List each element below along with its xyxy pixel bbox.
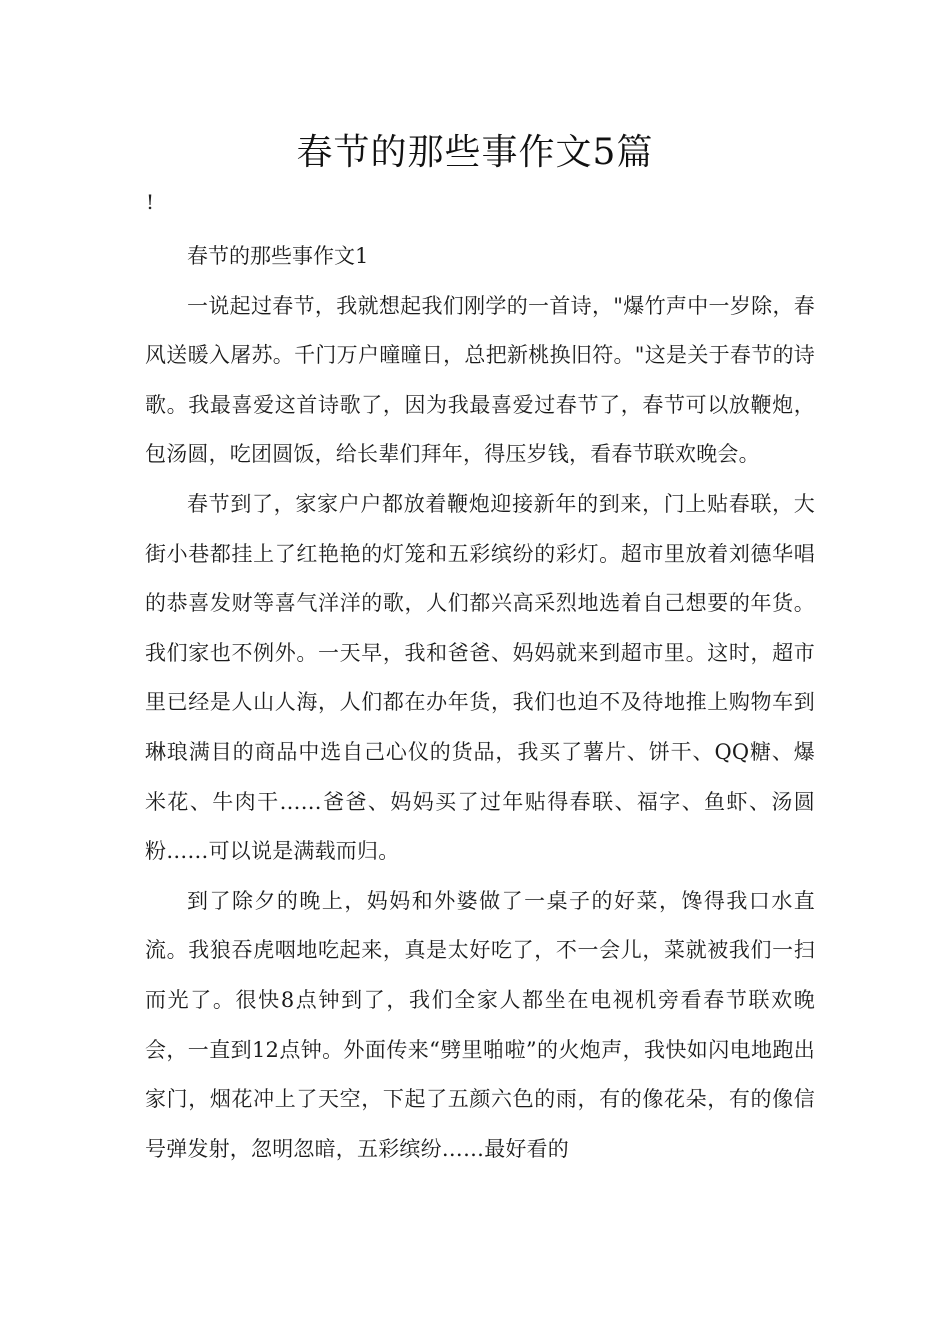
exclamation-mark: ! (146, 190, 155, 214)
paragraph-1: 一说起过春节，我就想起我们刚学的一首诗，"爆竹声中一岁除，春风送暖入屠苏。千门万户曈曈日，总把新桃换旧符。"这是关于春节的诗歌。我最喜爱这首诗歌了，因为我最喜爱过春节了，春节可以放鞭炮，包汤圆，吃团圆饭，给长辈们拜年，得压岁钱，看春节联欢晚会。 (145, 293, 815, 467)
paragraph-2: 春节到了，家家户户都放着鞭炮迎接新年的到来，门上贴春联，大街小巷都挂上了红艳艳的灯笼和五彩缤纷的彩灯。超市里放着刘德华唱的恭喜发财等喜气洋洋的歌，人们都兴高采烈地选着自己想要的年货。我们家也不例外。一天早，我和爸爸、妈妈就来到超市里。这时，超市里已经是人山人海，人们都在办年货，我们也迫不及待地推上购物车到琳琅满目的商品中选自己心仪的货品，我买了薯片、饼干、QQ糖、爆米花、牛肉干……爸爸、妈妈买了过年贴得春联、福字、鱼虾、汤圆粉……可以说是满载而归。 (145, 491, 815, 864)
section-title: 春节的那些事作文1 (187, 244, 369, 268)
paragraph-3: 到了除夕的晚上，妈妈和外婆做了一桌子的好菜，馋得我口水直流。我狼吞虎咽地吃起来，真是太好吃了，不一会儿，菜就被我们一扫而光了。很快8点钟到了，我们全家人都坐在电视机旁看春节联欢晚会，一直到12点钟。外面传来“劈里啪啦”的火炮声，我快如闪电地跑出家门，烟花冲上了天空，下起了五颜六色的雨，有的像花朵，有的像信号弹发射，忽明忽暗，五彩缤纷……最好看的 (145, 888, 815, 1161)
document-title: 春节的那些事作文5篇 (296, 132, 654, 173)
document-body (145, 232, 815, 1174)
